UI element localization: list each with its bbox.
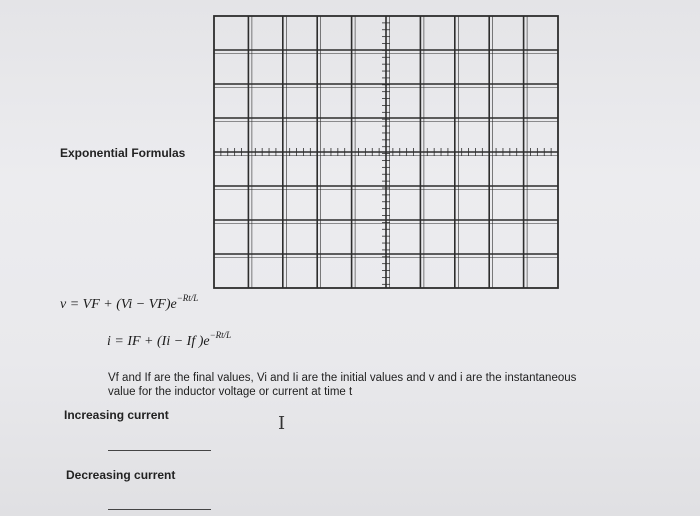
decreasing-current-label: Decreasing current — [66, 468, 176, 482]
oscilloscope-grid — [212, 14, 560, 290]
voltage-formula-base: v = VF + (Vi − VF)e — [60, 297, 177, 312]
text-cursor-icon: I — [278, 413, 286, 434]
description-line-2: value for the inductor voltage or current at time t — [108, 386, 353, 398]
voltage-formula — [60, 293, 198, 313]
increasing-current-answer-line[interactable] — [108, 450, 211, 451]
decreasing-current-answer-line[interactable] — [108, 509, 211, 510]
increasing-current-label: Increasing current — [64, 408, 169, 422]
voltage-formula-exponent: −Rt/L — [176, 293, 199, 303]
current-formula — [107, 330, 231, 350]
variable-description — [108, 371, 618, 399]
current-formula-base: i = IF + (Ii − If )e — [107, 334, 210, 349]
current-formula-exponent: −Rt/L — [209, 330, 232, 340]
exponential-formulas-heading: Exponential Formulas — [60, 146, 186, 160]
description-line-1: Vf and If are the final values, Vi and Ii are the initial values and v and i are the instantaneous — [108, 372, 577, 384]
